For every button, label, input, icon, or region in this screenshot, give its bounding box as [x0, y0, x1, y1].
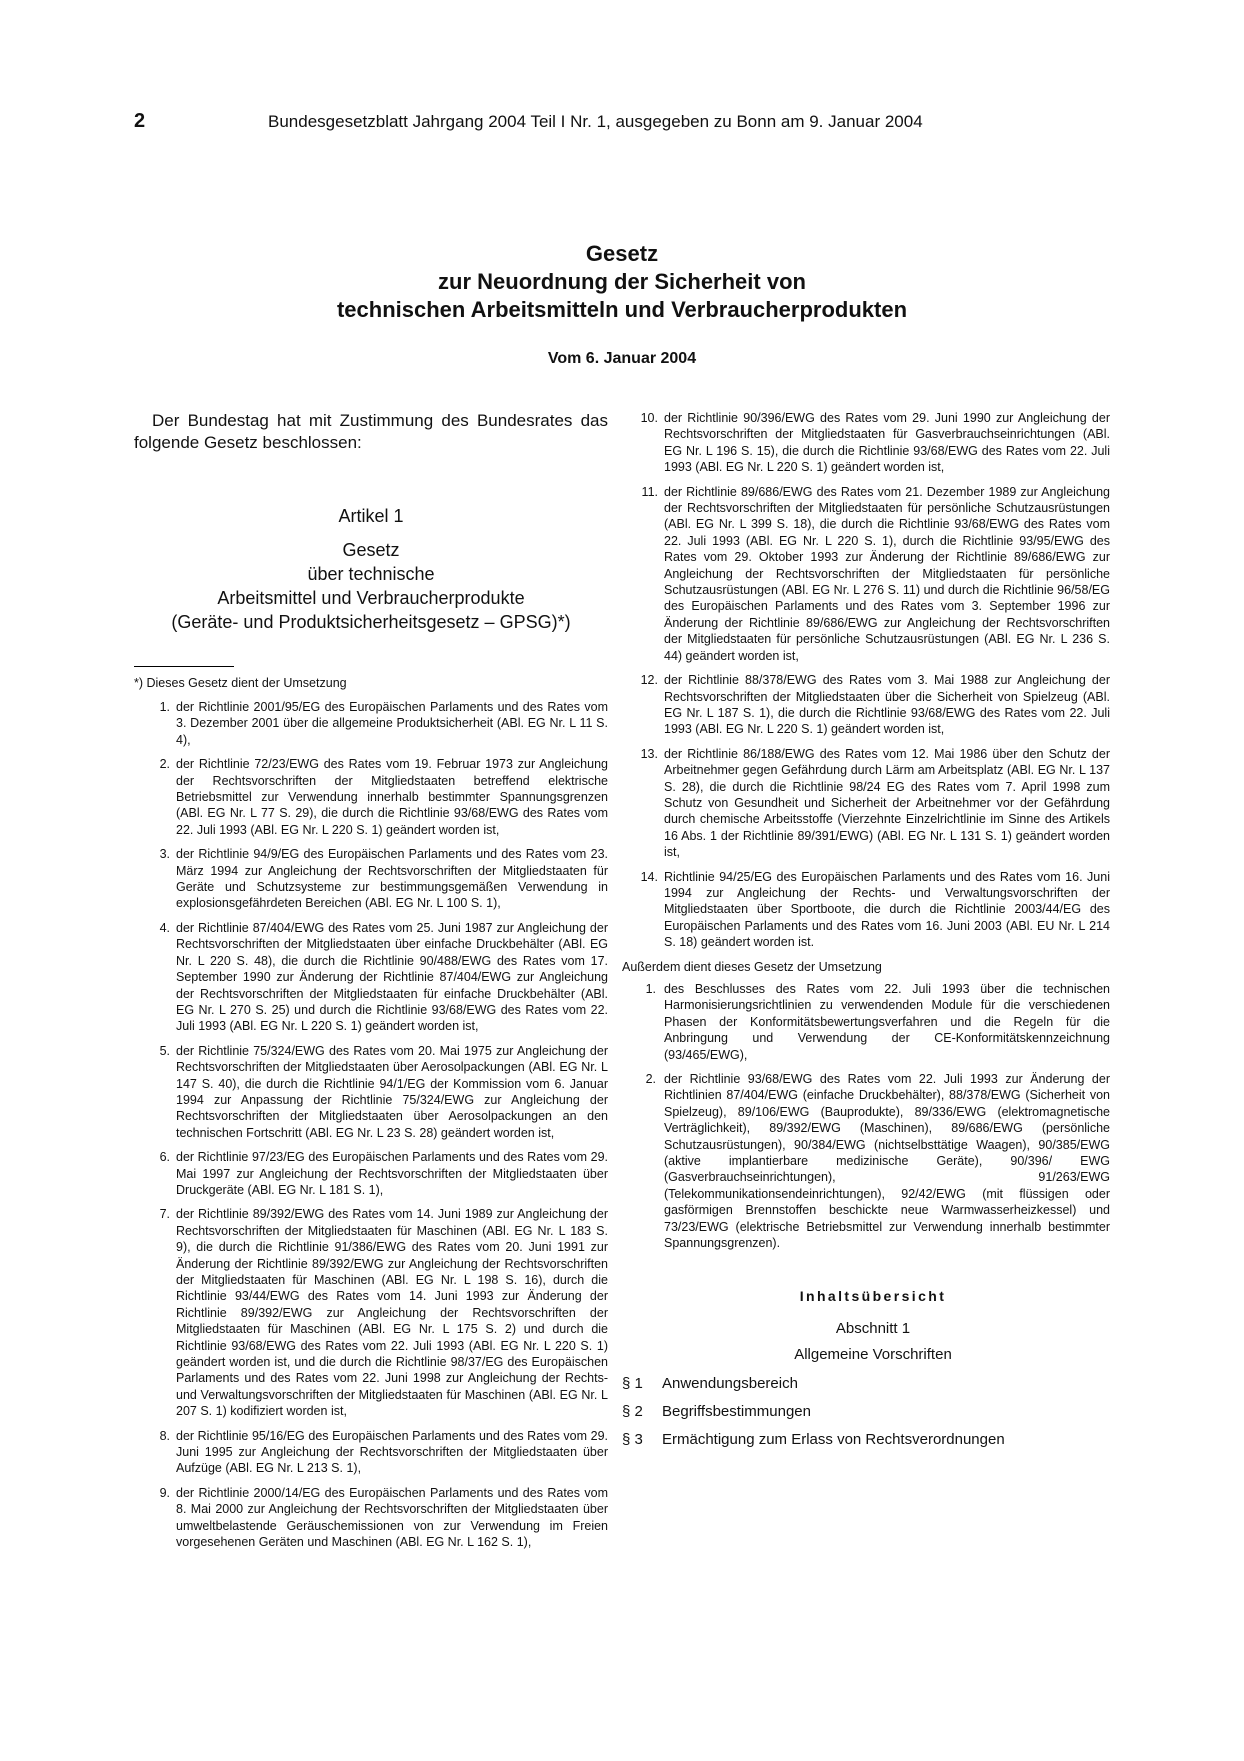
list-item: [134, 699, 608, 748]
toc-entry: [622, 1370, 1110, 1398]
toc-title: Inhaltsübersicht: [799, 1287, 947, 1304]
list-item: [636, 672, 1110, 738]
page-number: 2: [134, 110, 146, 132]
footnote-intro: *) Dieses Gesetz dient der Umsetzung: [134, 676, 347, 690]
item-text: Richtlinie 94/25/EG des Europäischen Parlaments und des Rates vom 16. Juni 1994 zur Angleichung der Rechts- und Verwaltungsvorschriften der Mitgliedstaaten über Sportboote, die durch die Richtlinie 2003/44/EG des Europäischen Parlaments und des Rates vom 16. Juni 2003 (ABl. EU Nr. L 214 S. 18) geändert worden ist.: [664, 869, 1110, 950]
item-text: der Richtlinie 89/686/EWG des Rates vom 21. Dezember 1989 zur Angleichung der Rechtsvorschriften der Mitgliedstaaten für persönliche Schutzausrüstungen (ABl. EG Nr. L 399 S. 18), die durch die Richtlinie 93/68/EWG des Rates vom 22. Juli 1993 (ABl. EG Nr. L 220 S. 1), durch die Richtlinie 93/95/EWG des Rates vom 29. Oktober 1993 zur Änderung der Richtlinie 89/686/EWG zur Angleichung der Rechtsvorschriften der Mitgliedstaaten für persönliche Schutzausrüstungen (ABl. EG Nr. L 276 S. 11) und durch die Richtlinie 96/58/EG des Europäischen Parlaments und des Rates vom 3. September 1996 zur Änderung der Richtlinie 89/686/EWG zur Angleichung der Rechtsvorschriften der Mitgliedstaaten für persönliche Schutzausrüstungen (ABl. EG Nr. L 236 S. 44) geändert worden ist,: [664, 484, 1110, 663]
item-number: 7.: [159, 1207, 170, 1222]
footnote-list-continued: [636, 410, 1110, 951]
list-item: [636, 981, 1110, 1063]
enacting-clause: Der Bundestag hat mit Zustimmung des Bundesrates das folgende Gesetz beschlossen:: [134, 411, 608, 452]
item-text: der Richtlinie 88/378/EWG des Rates vom 3. Mai 1988 zur Angleichung der Rechtsvorschriften der Mitgliedstaaten über die Sicherheit von Spielzeug (ABl. EG Nr. L 187 S. 1), die durch die Richtlinie 93/68/EWG des Rates vom 22. Juli 1993 (ABl. EG Nr. L 220 S. 1) geändert worden ist,: [664, 673, 1110, 737]
item-number: 1.: [159, 700, 170, 714]
law-title-line-3: technischen Arbeitsmitteln und Verbraucherprodukten: [336, 297, 908, 322]
running-header: Bundesgesetzblatt Jahrgang 2004 Teil I Nr. 1, ausgegeben zu Bonn am 9. Januar 2004: [268, 112, 923, 131]
list-item: [134, 1206, 608, 1419]
item-text: der Richtlinie 75/324/EWG des Rates vom 20. Mai 1975 zur Angleichung der Rechtsvorschriften der Mitgliedstaaten über Aerosolpackungen (ABl. EG Nr. L 147 S. 40), die durch die Richtlinie 94/1/EG der Kommission vom 6. Januar 1994 zur Anpassung der Richtlinie 75/324/EWG zur Angleichung der Rechtsvorschriften der Mitgliedstaaten über Aerosolpackungen an den technischen Fortschritt (ABl. EG Nr. L 23 S. 28) geändert worden ist,: [176, 1043, 608, 1140]
item-text: der Richtlinie 2001/95/EG des Europäischen Parlaments und des Rates vom 3. Dezember 2001 über die allgemeine Produktsicherheit (ABl. EG Nr. L 11 S. 4),: [176, 700, 608, 747]
item-number: 4.: [159, 920, 170, 935]
item-text: der Richtlinie 2000/14/EG des Europäischen Parlaments und des Rates vom 8. Mai 2000 zur Angleichung der Rechtsvorschriften der Mitgliedstaaten über umweltbelastende Geräuschemissionen von zur Verwendung im Freien vorgesehenen Geräten und Maschinen (ABl. EG Nr. L 162 S. 1),: [176, 1485, 608, 1550]
list-item: [134, 1043, 608, 1141]
toc-section-title: Allgemeine Vorschriften: [794, 1345, 952, 1363]
list-item: [134, 920, 608, 1035]
item-text: der Richtlinie 72/23/EWG des Rates vom 19. Februar 1973 zur Angleichung der Rechtsvorschriften der Mitgliedstaaten betreffend elektrische Betriebsmittel zur Verwendung innerhalb bestimmter Spannungsgrenzen (ABl. EG Nr. L 77 S. 29), die durch die Richtlinie 93/68/EWG des Rates vom 22. Juli 1993 (ABl. EG Nr. L 220 S. 1) geändert worden ist,: [176, 757, 608, 837]
toc-entry-text: Ermächtigung zum Erlass von Rechtsverordnungen: [662, 1430, 1005, 1448]
article-title-line-1: Gesetz: [342, 540, 400, 560]
list-item: [134, 1485, 608, 1551]
article-title-line-2: über technische: [307, 564, 435, 584]
article-number: Artikel 1: [338, 506, 404, 526]
right-column: [622, 410, 1110, 1454]
item-text: der Richtlinie 94/9/EG des Europäischen Parlaments und des Rates vom 23. März 1994 zur Angleichung der Rechtsvorschriften der Mitgliedstaaten für Geräte und Schutzsysteme zur bestimmungsgemäßen Verwendung in explosionsgefährdeten Bereichen (ABl. EG Nr. L 100 S. 1),: [176, 847, 608, 911]
item-number: 6.: [159, 1150, 170, 1165]
list-item: [636, 746, 1110, 861]
item-number: 12.: [640, 673, 658, 688]
toc-entry-section: § 2: [622, 1402, 643, 1420]
list-item: [134, 846, 608, 912]
list-item: [134, 1428, 608, 1477]
item-text: der Richtlinie 89/392/EWG des Rates vom 14. Juni 1989 zur Angleichung der Rechtsvorschriften der Mitgliedstaaten für Maschinen (ABl. EG Nr. L 183 S. 9), die durch die Richtlinie 91/386/EWG des Rates vom 20. Juni 1991 zur Änderung der Richtlinie 89/392/EWG zur Angleichung der Rechtsvorschriften der Mitgliedstaaten für Maschinen (ABl. EG Nr. L 198 S. 16), durch die Richtlinie 93/44/EWG des Rates vom 14. Juni 1993 zur Änderung der Richtlinie 89/392/EWG zur Angleichung der Rechtsvorschriften der Mitgliedstaaten für Maschinen (ABl. EG Nr. L 175 S. 2) und durch die Richtlinie 93/68/EWG des Rates vom 22. Juli 1993 (ABl. EG Nr. L 220 S. 1) geändert worden ist, und die durch die Richtlinie 98/37/EG des Europäischen Parlaments und des Rates vom 22. Juni 1998 zur Angleichung der Rechts- und Verwaltungsvorschriften der Mitgliedstaaten für Maschinen (ABl. EG Nr. L 207 S. 1) kodifiziert worden ist,: [176, 1207, 608, 1419]
toc-section-heading: Abschnitt 1: [835, 1319, 911, 1337]
item-number: 13.: [640, 746, 658, 761]
item-number: 2.: [645, 1072, 656, 1087]
list-item: [636, 1071, 1110, 1251]
item-number: 11.: [641, 484, 658, 499]
footnote-divider: [134, 666, 234, 667]
law-title-line-2: zur Neuordnung der Sicherheit von: [438, 269, 806, 294]
item-number: 5.: [159, 1043, 170, 1058]
article-title-line-3: Arbeitsmittel und Verbraucherprodukte: [217, 588, 525, 608]
item-text: der Richtlinie 95/16/EG des Europäischen Parlaments und des Rates vom 29. Juni 1995 zur Angleichung der Rechtsvorschriften der Mitgliedstaaten über Aufzüge (ABl. EG Nr. L 213 S. 1),: [176, 1428, 608, 1476]
item-text: des Beschlusses des Rates vom 22. Juli 1993 über die technischen Harmonisierungsrichtlinien zu verwendenden Module für die verschiedenen Phasen der Konformitätsbewertungsverfahren und die Regeln für die Anbringung und Verwendung der CE-Konformitätskennzeichnung (93/465/EWG),: [664, 982, 1110, 1062]
item-number: 10.: [640, 411, 658, 425]
footnote-list: [134, 699, 608, 1551]
item-number: 8.: [159, 1428, 170, 1443]
toc-entry-text: Begriffsbestimmungen: [662, 1402, 811, 1420]
item-text: der Richtlinie 86/188/EWG des Rates vom 12. Mai 1986 über den Schutz der Arbeitnehmer gegen Gefährdung durch Lärm am Arbeitsplatz (ABl. EG Nr. L 137 S. 28), die durch die Richtlinie 98/24 EG des Rates vom 7. April 1998 zum Schutz von Gesundheit und Sicherheit der Arbeitnehmer vor der Gefährdung durch chemische Arbeitsstoffe (Vierzehnte Einzelrichtlinie im Sinne des Artikels 16 Abs. 1 der Richtlinie 89/391/EWG) (ABl. EG Nr. L 131 S. 1) geändert worden ist,: [664, 746, 1110, 860]
toc-entry: [622, 1398, 1110, 1426]
law-title-line-1: Gesetz: [585, 241, 659, 266]
article-title-line-4: (Geräte- und Produktsicherheitsgesetz – GPSG)*): [171, 612, 571, 632]
list-item: [134, 756, 608, 838]
law-title: [0, 240, 1244, 324]
toc-entry: [622, 1426, 1110, 1454]
toc-entry-text: Anwendungsbereich: [662, 1374, 798, 1392]
item-text: der Richtlinie 93/68/EWG des Rates vom 22. Juli 1993 zur Änderung der Richtlinien 87/404/EWG (einfache Druckbehälter), 88/378/EWG (Sicherheit von Spielzeug), 89/106/EWG (Bauprodukte), 89/336/EWG (elektromagnetische Verträglichkeit), 89/392/EWG (Maschinen), 89/686/EWG (persönliche Schutzausrüstungen), 90/384/EWG (nichtselbsttätige Waagen), 90/385/EWG (aktive implantierbare medizinische Geräte), 90/396/ EWG (Gasverbrauchseinrichtungen), 91/263/EWG (Telekommunikationsendeinrichtungen), 92/42/EWG (mit flüssigen oder gasförmigen Brennstoffen beschickte neue Warmwasserheizkessel) und 73/23/EWG (elektrische Betriebsmittel zur Verwendung innerhalb bestimmter Spannungsgrenzen).: [664, 1072, 1110, 1251]
item-number: 2.: [159, 757, 170, 772]
list-item: [636, 869, 1110, 951]
item-number: 14.: [640, 869, 658, 884]
item-number: 1.: [645, 982, 656, 996]
item-text: der Richtlinie 97/23/EG des Europäischen Parlaments und des Rates vom 29. Mai 1997 zur Angleichung der Rechtsvorschriften der Mitgliedstaaten über Druckgeräte (ABl. EG Nr. L 181 S. 1),: [176, 1150, 608, 1197]
law-date: Vom 6. Januar 2004: [547, 350, 697, 367]
list-item: [636, 484, 1110, 664]
item-number: 9.: [159, 1485, 170, 1500]
item-number: 3.: [159, 847, 170, 862]
toc-entry-section: § 1: [622, 1374, 643, 1392]
article-1-heading: [134, 504, 608, 634]
item-text: der Richtlinie 90/396/EWG des Rates vom 29. Juni 1990 zur Angleichung der Rechtsvorschriften der Mitgliedstaaten für Gasverbrauchseinrichtungen (ABl. EG Nr. L 196 S. 15), die durch die Richtlinie 93/68/EWG des Rates vom 22. Juli 1993 (ABl. EG Nr. L 220 S. 1) geändert worden ist,: [664, 411, 1110, 475]
toc-entry-section: § 3: [622, 1430, 643, 1448]
additional-implementation-intro: Außerdem dient dieses Gesetz der Umsetzung: [622, 959, 882, 974]
item-text: der Richtlinie 87/404/EWG des Rates vom 25. Juni 1987 zur Angleichung der Rechtsvorschriften der Mitgliedstaaten über einfache Druckbehälter (ABl. EG Nr. L 220 S. 48), die durch die Richtlinie 90/488/EWG des Rates vom 17. September 1990 zur Änderung der Richtlinie 87/404/EWG zur Angleichung der Rechtsvorschriften der Mitgliedstaaten für einfache Druckbehälter (ABl. EG Nr. L 270 S. 25) und durch die Richtlinie 93/68/EWG des Rates vom 22. Juli 1993 (ABl. EG Nr. L 220 S. 1) geändert worden ist,: [176, 920, 608, 1034]
left-column: [134, 410, 608, 1559]
list-item: [636, 410, 1110, 476]
additional-implementation-list: [636, 981, 1110, 1252]
list-item: [134, 1149, 608, 1198]
